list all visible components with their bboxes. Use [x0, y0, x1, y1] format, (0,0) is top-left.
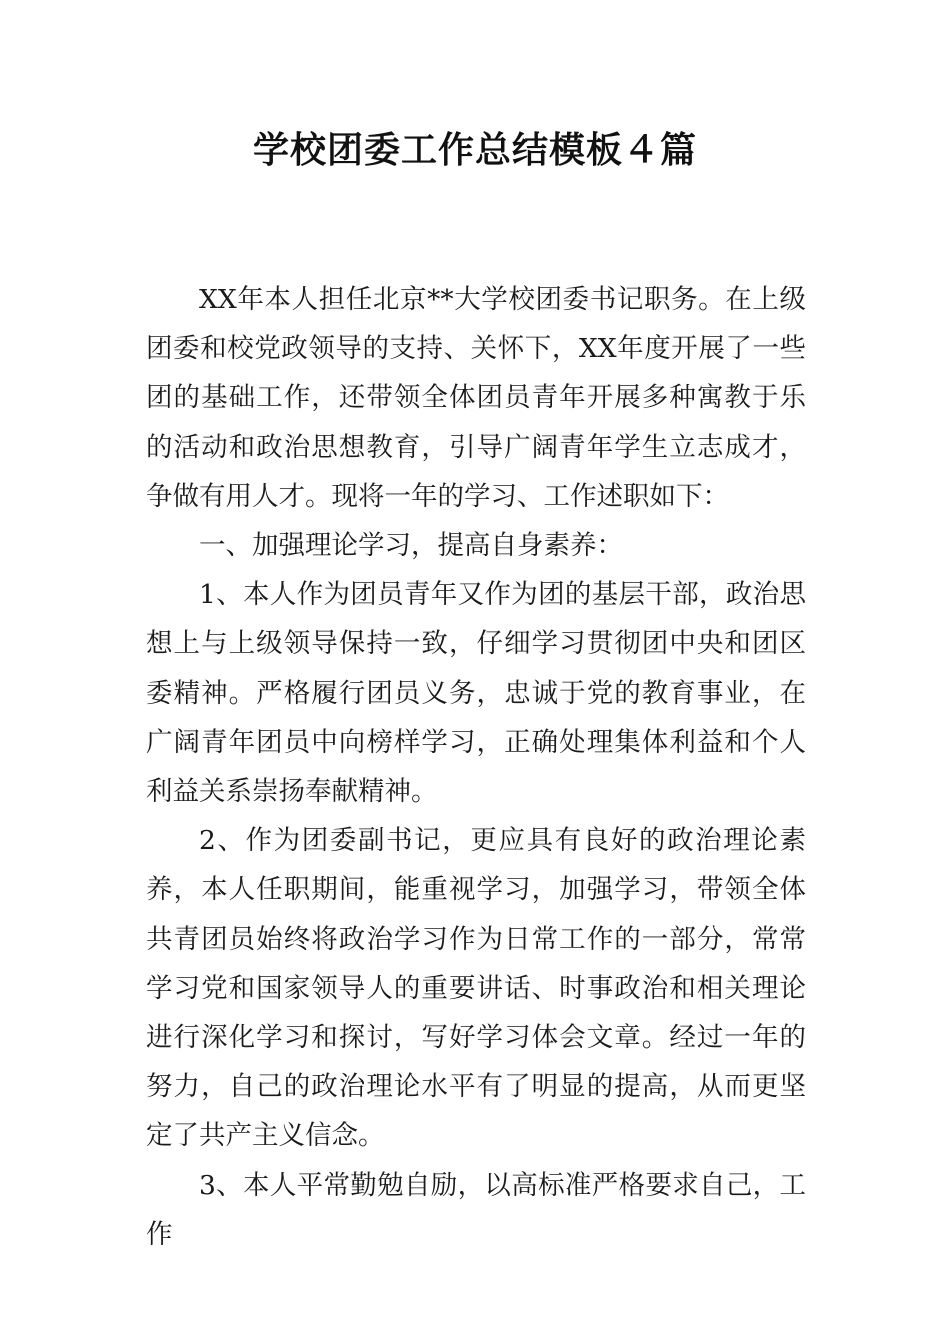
paragraph-section-heading: 一、加强理论学习，提高自身素养：: [199, 530, 623, 562]
paragraph-item-2: 2、作为团委副书记，更应具有良好的政治理论素养，本人任职期间，能重视学习，加强学习，带领全体共青团员始终将政治学习作为日常工作的一部分，常常学习党和国家领导人的重要讲话、时事政治和相关理论进行深化学习和探讨，写好学习体会文章。经过一年的努力，自己的政治理论水平有了明显的提高，从而更坚定了共产主义信念。: [146, 825, 806, 1152]
paragraph-item-1: 1、本人作为团员青年又作为团的基层干部，政治思想上与上级领导保持一致，仔细学习贯彻团中央和团区委精神。严格履行团员义务，忠诚于党的教育事业，在广阔青年团员中向榜样学习，正确处理集体利益和个人利益关系崇扬奉献精神。: [146, 579, 806, 808]
document-title: 学校团委工作总结模板４篇: [252, 130, 697, 171]
document-body: [146, 275, 806, 1259]
paragraph-intro: XX年本人担任北京**大学校团委书记职务。在上级团委和校党政领导的支持、关怀下，XX年度开展了一些团的基础工作，还带领全体团员青年开展多种寓教于乐的活动和政治思想教育，引导广阔青年学生立志成才，争做有用人才。现将一年的学习、工作述职如下：: [146, 284, 806, 512]
paragraph-item-3: 3、本人平常勤勉自励，以高标准严格要求自己，工作: [146, 1169, 806, 1250]
